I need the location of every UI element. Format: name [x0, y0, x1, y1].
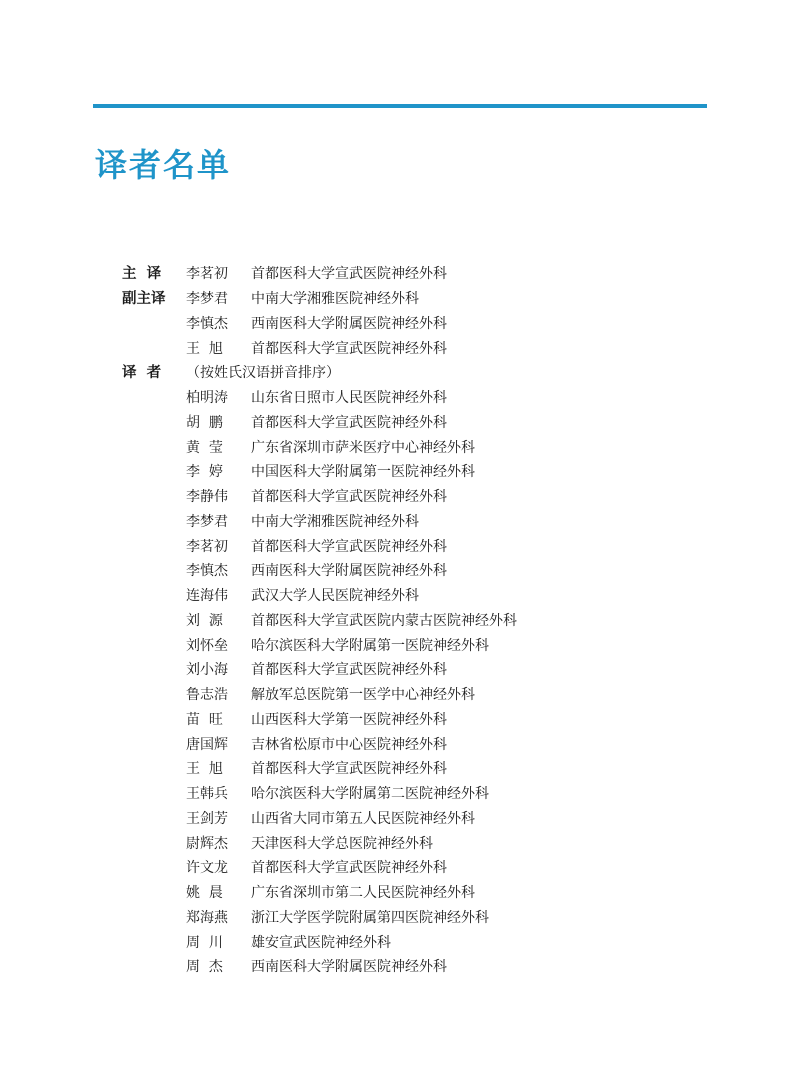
vice-translator-row	[0, 287, 800, 311]
person-affiliation: 首都医科大学宣武医院神经外科	[251, 489, 447, 505]
person-name: 鲁志浩	[186, 687, 228, 703]
person-affiliation: 哈尔滨医科大学附属第二医院神经外科	[251, 786, 489, 802]
vice-translator-row	[0, 312, 800, 336]
person-name: 胡 鹏	[186, 414, 223, 431]
person-affiliation: 首都医科大学宣武医院神经外科	[251, 761, 447, 778]
translator-row	[0, 683, 800, 707]
translator-row	[0, 609, 800, 633]
person-affiliation: 中南大学湘雅医院神经外科	[251, 513, 419, 530]
person-name: 李梦君	[186, 291, 228, 307]
translator-row	[0, 584, 800, 608]
role-label-translators: 译 者	[122, 365, 162, 381]
translator-row	[0, 832, 800, 856]
translator-row	[0, 460, 800, 484]
person-affiliation: 广东省深圳市第二人民医院神经外科	[251, 885, 475, 901]
person-name: 王韩兵	[186, 786, 228, 802]
translator-row	[0, 510, 800, 534]
page-title: 译者名单	[95, 146, 232, 184]
person-name: 郑海燕	[186, 909, 228, 926]
person-affiliation: 西南医科大学附属医院神经外科	[251, 563, 447, 580]
person-affiliation: 天津医科大学总医院神经外科	[251, 835, 433, 852]
translator-row	[0, 782, 800, 806]
translator-row	[0, 386, 800, 410]
person-affiliation: 山西省大同市第五人民医院神经外科	[251, 810, 475, 827]
person-affiliation: 中国医科大学附属第一医院神经外科	[251, 464, 475, 481]
person-name: 李茗初	[186, 266, 228, 282]
person-name: 刘 源	[186, 612, 223, 629]
person-name: 苗 旺	[186, 711, 223, 728]
translator-row	[0, 658, 800, 682]
chief-translator-row	[0, 262, 800, 286]
translator-row	[0, 634, 800, 658]
person-affiliation: 首都医科大学宣武医院内蒙古医院神经外科	[251, 612, 517, 629]
person-name: 周 川	[186, 934, 223, 951]
translator-row	[0, 535, 800, 559]
person-name: 李慎杰	[186, 563, 228, 580]
person-affiliation: 解放军总医院第一医学中心神经外科	[251, 687, 475, 703]
person-affiliation: 首都医科大学宣武医院神经外科	[251, 662, 447, 679]
translator-row	[0, 931, 800, 955]
person-affiliation: 吉林省松原市中心医院神经外科	[251, 736, 447, 753]
person-affiliation: 武汉大学人民医院神经外科	[251, 588, 419, 604]
role-label-chief: 主 译	[122, 266, 162, 282]
role-label-vice: 副主译	[122, 291, 166, 307]
person-name: 柏明涛	[186, 390, 228, 406]
translator-row	[0, 856, 800, 880]
translator-row	[0, 485, 800, 509]
person-name: 尉辉杰	[186, 835, 228, 852]
person-name: 刘小海	[186, 662, 228, 679]
person-name: 许文龙	[186, 860, 228, 877]
person-affiliation: 哈尔滨医科大学附属第一医院神经外科	[251, 637, 489, 654]
person-affiliation: 首都医科大学宣武医院神经外科	[251, 266, 447, 282]
person-affiliation: 首都医科大学宣武医院神经外科	[251, 341, 447, 357]
person-name: 李静伟	[186, 489, 228, 505]
translators-header-row	[0, 361, 800, 385]
person-name: 连海伟	[186, 588, 228, 604]
person-affiliation: 山西医科大学第一医院神经外科	[251, 711, 447, 728]
person-affiliation: 西南医科大学附属医院神经外科	[251, 959, 447, 976]
person-name: 周 杰	[186, 959, 223, 976]
translator-row	[0, 708, 800, 732]
person-name: 王 旭	[186, 761, 223, 778]
person-name: 黄 莹	[186, 439, 223, 456]
translator-row	[0, 411, 800, 435]
person-affiliation: 首都医科大学宣武医院神经外科	[251, 414, 447, 431]
person-name: 李梦君	[186, 513, 228, 530]
person-name: 李 婷	[186, 464, 223, 481]
translator-row	[0, 733, 800, 757]
translator-row	[0, 436, 800, 460]
person-name: 王剑芳	[186, 810, 228, 827]
translator-row	[0, 906, 800, 930]
sort-order-note: （按姓氏汉语拼音排序）	[186, 365, 340, 381]
person-affiliation: 浙江大学医学院附属第四医院神经外科	[251, 909, 489, 926]
person-name: 刘怀垒	[186, 637, 228, 654]
vice-translator-row	[0, 337, 800, 361]
translator-row	[0, 881, 800, 905]
person-affiliation: 首都医科大学宣武医院神经外科	[251, 538, 447, 555]
person-affiliation: 中南大学湘雅医院神经外科	[251, 291, 419, 307]
person-affiliation: 山东省日照市人民医院神经外科	[251, 390, 447, 406]
person-affiliation: 广东省深圳市萨米医疗中心神经外科	[251, 439, 475, 456]
translator-row	[0, 955, 800, 979]
person-name: 王 旭	[186, 341, 223, 357]
person-name: 李慎杰	[186, 316, 228, 332]
person-affiliation: 雄安宣武医院神经外科	[251, 934, 391, 951]
translator-row	[0, 559, 800, 583]
person-name: 唐国辉	[186, 736, 228, 753]
person-name: 李茗初	[186, 538, 228, 555]
person-affiliation: 西南医科大学附属医院神经外科	[251, 316, 447, 332]
translator-row	[0, 757, 800, 781]
person-affiliation: 首都医科大学宣武医院神经外科	[251, 860, 447, 877]
translator-row	[0, 807, 800, 831]
person-name: 姚 晨	[186, 885, 223, 901]
